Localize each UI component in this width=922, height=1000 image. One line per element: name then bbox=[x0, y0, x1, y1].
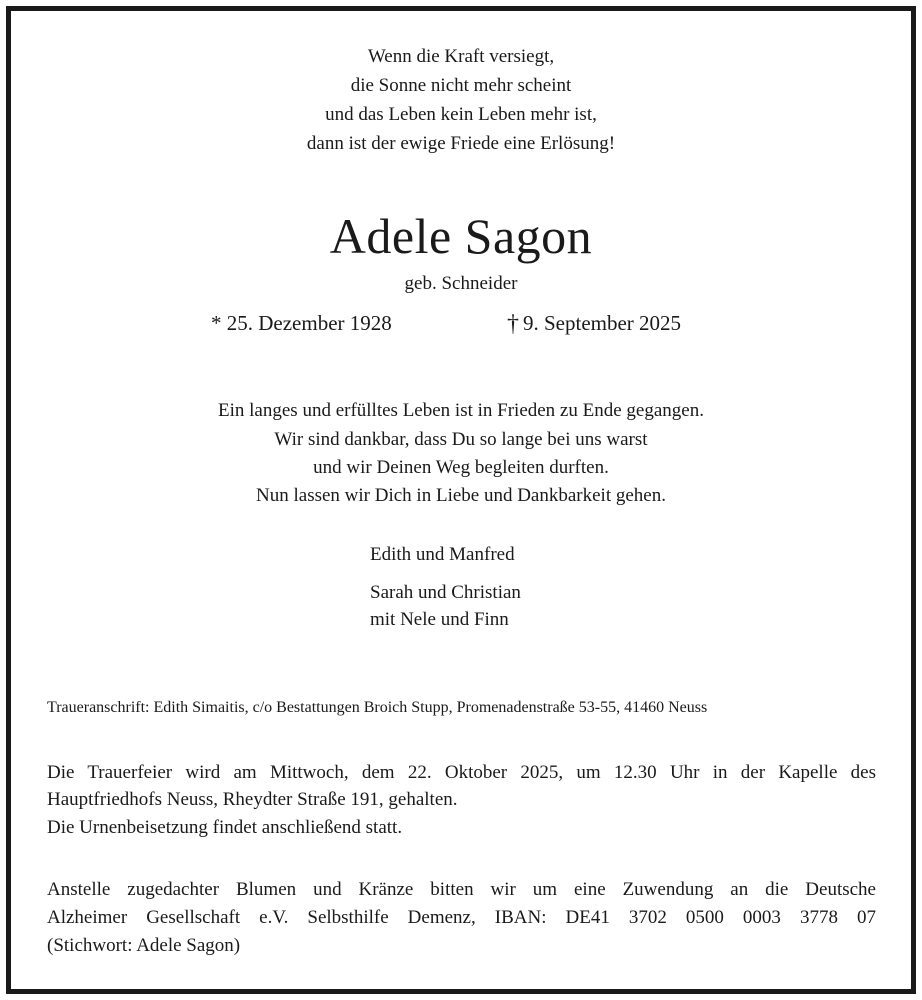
donation-line-3: (Stichwort: Adele Sagon) bbox=[47, 935, 241, 956]
maiden-name: geb. Schneider bbox=[404, 273, 518, 294]
poem-line-1: Wenn die Kraft versiegt, bbox=[367, 46, 555, 67]
ceremony-line-2: Hauptfriedhofs Neuss, Rheydter Straße 191, gehalten. bbox=[47, 789, 458, 810]
tribute-line-1: Ein langes und erfülltes Leben ist in Frieden zu Ende gegangen. bbox=[218, 400, 704, 421]
ceremony-line-3: Die Urnenbeisetzung findet anschließend statt. bbox=[47, 817, 403, 838]
tribute-line-2: Wir sind dankbar, dass Du so lange bei uns warst bbox=[274, 429, 648, 450]
tribute-line-4: Nun lassen wir Dich in Liebe und Dankbarkeit gehen. bbox=[256, 485, 666, 506]
cross-icon: † bbox=[507, 311, 519, 337]
death-date-group bbox=[507, 309, 681, 337]
ceremony-line-1: Die Trauerfeier wird am Mittwoch, dem 22. Oktober 2025, um 12.30 Uhr in der Kapelle des bbox=[47, 762, 876, 783]
tribute-line-3: und wir Deinen Weg begleiten durften. bbox=[313, 457, 609, 478]
mourners-group-2-line-1: Sarah und Christian bbox=[370, 582, 521, 603]
poem-line-3: und das Leben kein Leben mehr ist, bbox=[325, 104, 597, 125]
poem-line-2: die Sonne nicht mehr scheint bbox=[350, 75, 572, 96]
donation-line-2: Alzheimer Gesellschaft e.V. Selbsthilfe Demenz, IBAN: DE41 3702 0500 0003 3778 07 bbox=[47, 907, 876, 928]
mourners-group-2-line-2: mit Nele und Finn bbox=[370, 609, 509, 630]
death-date: 9. September 2025 bbox=[523, 311, 682, 335]
deceased-name: Adele Sagon bbox=[329, 208, 593, 264]
donation-line-1: Anstelle zugedachter Blumen und Kränze bitten wir um eine Zuwendung an die Deutsche bbox=[47, 879, 876, 900]
mourners-group-1: Edith und Manfred bbox=[370, 544, 515, 565]
poem-line-4: dann ist der ewige Friede eine Erlösung! bbox=[306, 133, 616, 154]
birth-date: * 25. Dezember 1928 bbox=[211, 311, 392, 335]
mourning-address: Traueranschrift: Edith Simaitis, c/o Bestattungen Broich Stupp, Promenadenstraße 53-55, 41460 Neuss bbox=[47, 699, 708, 716]
